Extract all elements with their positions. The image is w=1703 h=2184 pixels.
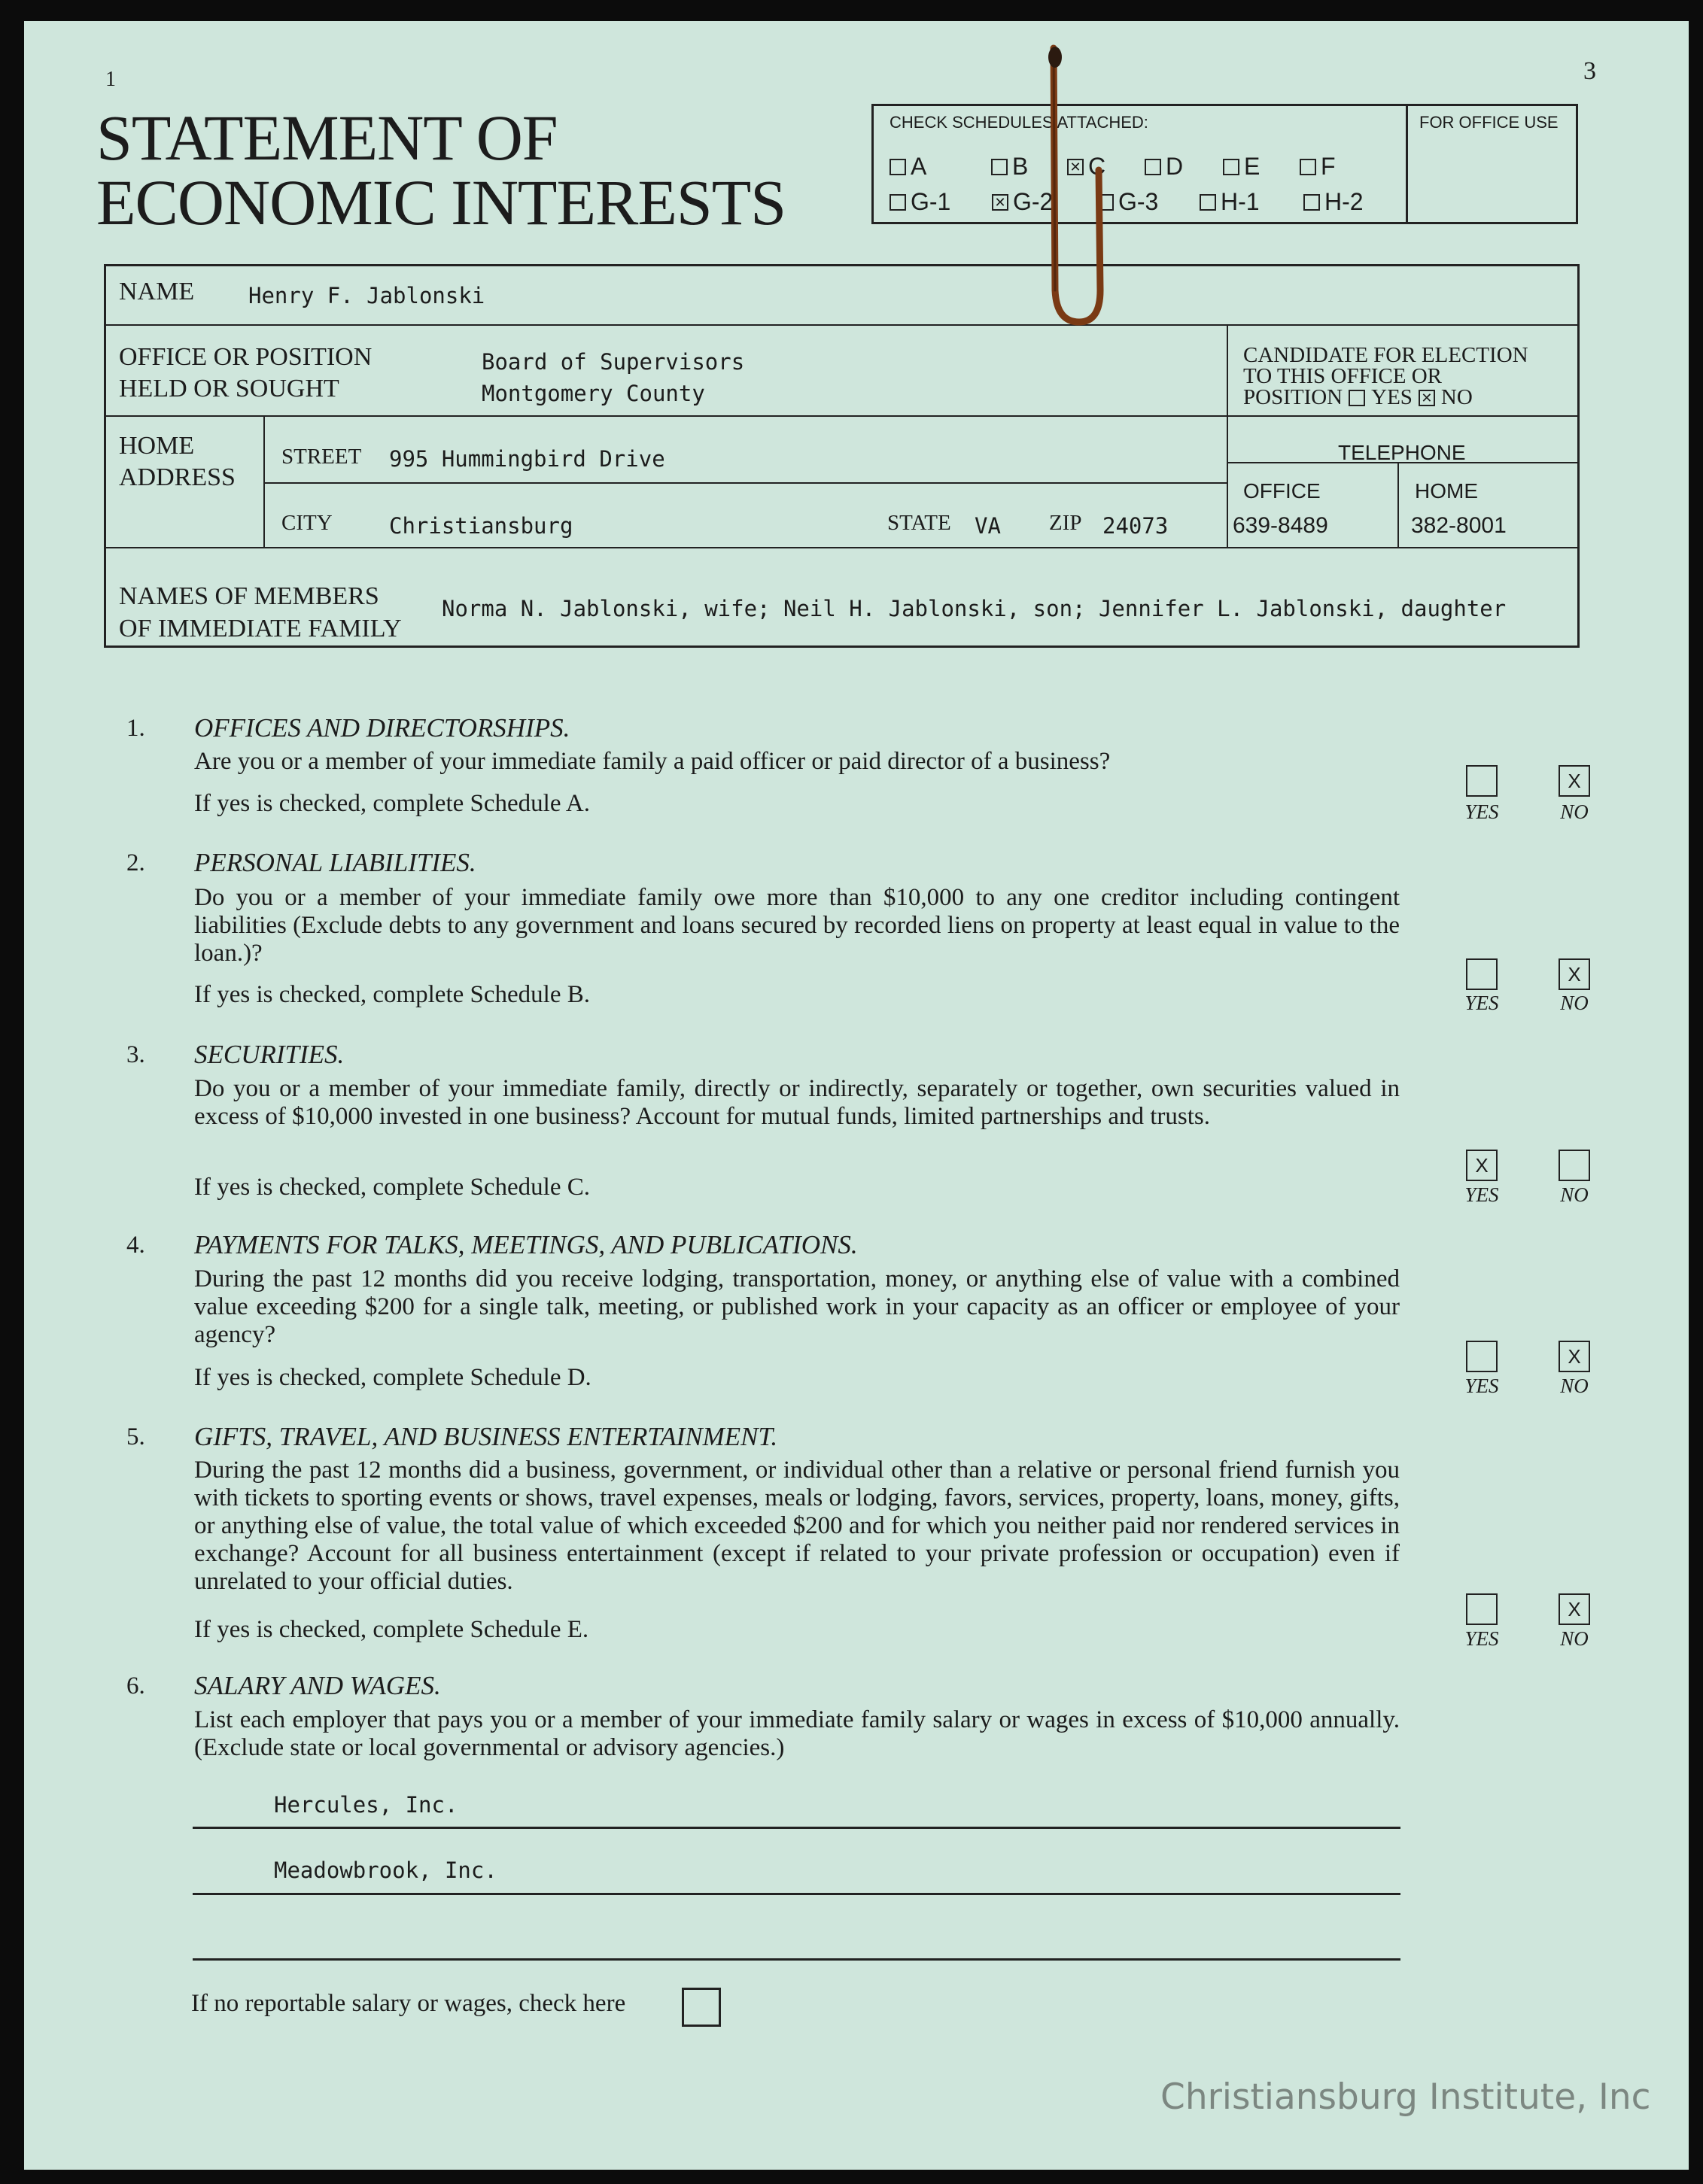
page-number: 3 <box>1583 57 1596 85</box>
candidate-label-line-1: CANDIDATE FOR ELECTION <box>1243 343 1528 367</box>
watermark-text: Christiansburg Institute, Inc <box>1160 2076 1651 2118</box>
candidate-no-label: NO <box>1440 385 1473 409</box>
schedule-h2-option[interactable] <box>1303 188 1364 216</box>
candidate-label-line-2: TO THIS OFFICE OR <box>1243 364 1443 388</box>
city-value[interactable]: Christiansburg <box>389 513 573 539</box>
form-title <box>96 102 786 238</box>
question-2-yes-label: YES <box>1464 992 1499 1014</box>
question-6-number: 6. <box>126 1672 145 1700</box>
schedules-title: CHECK SCHEDULES ATTACHED: <box>890 113 1148 132</box>
state-label: STATE <box>887 511 951 535</box>
no-salary-instruction: If no reportable salary or wages, check here <box>191 1990 626 2017</box>
question-6-heading: SALARY AND WAGES. <box>194 1671 441 1700</box>
employer-line-2 <box>193 1893 1400 1895</box>
schedule-a-option[interactable] <box>890 153 926 181</box>
candidate-yes-checkbox[interactable] <box>1349 390 1365 406</box>
zip-value[interactable]: 24073 <box>1102 513 1169 539</box>
family-label-line-2: OF IMMEDIATE FAMILY <box>119 615 402 642</box>
question-1-no-label: NO <box>1560 800 1589 823</box>
question-5-no-box[interactable]: X <box>1559 1593 1590 1625</box>
question-4-body: During the past 12 months did you receive lodging, transportation, money, or anything else of value with a combined value exceeding $200 for a single talk, meeting, or published work in your capacity as an officer or employee of your agency? <box>194 1265 1400 1348</box>
question-3-instruction: If yes is checked, complete Schedule C. <box>194 1174 590 1201</box>
question-2-number: 2. <box>126 849 145 876</box>
question-5-heading: GIFTS, TRAVEL, AND BUSINESS ENTERTAINMENT. <box>194 1422 778 1451</box>
city-label: CITY <box>281 511 333 535</box>
candidate-label-line-3: POSITION <box>1243 385 1343 409</box>
office-phone-label: OFFICE <box>1243 479 1321 503</box>
schedule-c-checkbox[interactable]: ✕ <box>1067 159 1084 175</box>
employer-line-1 <box>193 1827 1400 1829</box>
question-5-no-label: NO <box>1560 1627 1589 1650</box>
question-3-no-label: NO <box>1560 1183 1589 1206</box>
schedule-e-label: E <box>1244 153 1261 180</box>
home-phone-value[interactable]: 382-8001 <box>1411 513 1507 538</box>
schedule-a-label: A <box>911 153 927 180</box>
schedule-d-option[interactable] <box>1145 153 1183 181</box>
schedule-d-checkbox[interactable] <box>1145 159 1161 175</box>
schedule-f-label: F <box>1321 153 1336 180</box>
question-2-body: Do you or a member of your immediate family owe more than $10,000 to any one creditor including contingent liabilities (Exclude debts to any government and loans secured by recorded liens on property at least equal in value to the loan.)? <box>194 884 1400 967</box>
name-label: NAME <box>119 278 195 305</box>
schedules-divider <box>1406 104 1408 224</box>
schedule-g3-label: G-3 <box>1118 188 1159 215</box>
schedule-c-label: C <box>1088 153 1106 180</box>
question-2-no-label: NO <box>1560 992 1589 1014</box>
candidate-answer-row <box>1243 387 1473 409</box>
employer-entry-1[interactable]: Hercules, Inc. <box>274 1792 458 1818</box>
office-label-line-1: OFFICE OR POSITION <box>119 343 373 371</box>
question-4-instruction: If yes is checked, complete Schedule D. <box>194 1364 591 1391</box>
question-4-no-box[interactable]: X <box>1559 1341 1590 1372</box>
question-1-number: 1. <box>126 715 145 742</box>
schedule-f-checkbox[interactable] <box>1300 159 1316 175</box>
form-title-line-2: ECONOMIC INTERESTS <box>96 166 786 238</box>
question-3-yes-label: YES <box>1464 1183 1499 1206</box>
question-5-yes-box[interactable] <box>1466 1593 1498 1625</box>
question-2-heading: PERSONAL LIABILITIES. <box>194 848 476 877</box>
schedule-b-label: B <box>1012 153 1029 180</box>
question-3-number: 3. <box>126 1041 145 1068</box>
employer-line-3 <box>193 1958 1400 1961</box>
corner-mark: 1 <box>105 68 116 91</box>
office-value-line-2[interactable]: Montgomery County <box>482 381 705 406</box>
document-page <box>24 21 1689 2170</box>
question-1-yes-label: YES <box>1464 800 1499 823</box>
question-5-instruction: If yes is checked, complete Schedule E. <box>194 1616 589 1643</box>
question-3-body: Do you or a member of your immediate family, directly or indirectly, separately or together, own securities valued in excess of $10,000 invested in one business? Account for mutual funds, limited partnerships and trusts. <box>194 1075 1400 1130</box>
question-1-no-box[interactable]: X <box>1559 765 1590 797</box>
question-4-yes-label: YES <box>1464 1374 1499 1397</box>
schedule-g2-label: G-2 <box>1013 188 1054 215</box>
schedule-g1-label: G-1 <box>911 188 951 215</box>
question-4-number: 4. <box>126 1232 145 1259</box>
question-4-heading: PAYMENTS FOR TALKS, MEETINGS, AND PUBLICATIONS. <box>194 1230 858 1259</box>
office-use-label: FOR OFFICE USE <box>1419 113 1559 132</box>
office-label-line-2: HELD OR SOUGHT <box>119 375 339 402</box>
question-2-yes-box[interactable] <box>1466 958 1498 990</box>
schedule-g1-checkbox[interactable] <box>890 194 906 211</box>
question-3-yes-box[interactable]: X <box>1466 1150 1498 1181</box>
question-5-number: 5. <box>126 1423 145 1450</box>
question-1-instruction: If yes is checked, complete Schedule A. <box>194 790 590 817</box>
form-title-line-1: STATEMENT OF <box>96 102 558 174</box>
paper-clip-icon <box>995 42 1115 343</box>
zip-label: ZIP <box>1049 511 1082 535</box>
schedule-h2-label: H-2 <box>1324 188 1364 215</box>
family-label-line-1: NAMES OF MEMBERS <box>119 582 379 610</box>
question-1-yes-box[interactable] <box>1466 765 1498 797</box>
family-value[interactable]: Norma N. Jablonski, wife; Neil H. Jablonski, son; Jennifer L. Jablonski, daughter <box>442 596 1507 621</box>
schedule-a-checkbox[interactable] <box>890 159 906 175</box>
question-4-no-label: NO <box>1560 1374 1589 1397</box>
question-3-no-box[interactable] <box>1559 1150 1590 1181</box>
no-salary-checkbox[interactable] <box>682 1988 721 2027</box>
home-address-label-line-1: HOME <box>119 432 195 460</box>
office-value-line-1[interactable]: Board of Supervisors <box>482 349 745 375</box>
candidate-no-checkbox[interactable]: ✕ <box>1419 390 1435 406</box>
schedule-f-option[interactable] <box>1300 153 1336 181</box>
street-label: STREET <box>281 445 362 469</box>
state-value[interactable]: VA <box>975 513 1001 539</box>
name-value[interactable]: Henry F. Jablonski <box>248 283 485 308</box>
schedule-h1-option[interactable] <box>1200 188 1260 216</box>
schedule-g2-checkbox[interactable]: ✕ <box>992 194 1008 211</box>
street-value[interactable]: 995 Hummingbird Drive <box>389 446 665 472</box>
question-5-yes-label: YES <box>1464 1627 1499 1650</box>
employer-entry-2[interactable]: Meadowbrook, Inc. <box>274 1857 497 1883</box>
telephone-label: TELEPHONE <box>1338 441 1466 464</box>
question-5-body: During the past 12 months did a business, government, or individual other than a relative or personal friend furnish you with tickets to sporting events or shows, travel expenses, meals or lodging, favors, services, property, loans, money, gifts, or anything else of value, the total value of which exceeded $200 and for which you neither paid nor rendered services in exchange? Account for all business entertainment (except if related to your private profession or occupation) even if unrelated to your official duties. <box>194 1457 1400 1595</box>
question-3-heading: SECURITIES. <box>194 1040 345 1069</box>
question-6-body: List each employer that pays you or a member of your immediate family salary or wages in excess of $10,000 annually. (Exclude state or local governmental or advisory agencies.) <box>194 1706 1400 1761</box>
schedule-h1-checkbox[interactable] <box>1200 194 1216 211</box>
question-2-no-box[interactable]: X <box>1559 958 1590 990</box>
question-1-body: Are you or a member of your immediate family a paid officer or paid director of a business? <box>194 748 1111 775</box>
home-address-label-line-2: ADDRESS <box>119 463 236 491</box>
schedule-d-label: D <box>1166 153 1184 180</box>
question-2-instruction: If yes is checked, complete Schedule B. <box>194 981 590 1008</box>
question-1-heading: OFFICES AND DIRECTORSHIPS. <box>194 713 570 743</box>
schedule-e-checkbox[interactable] <box>1223 159 1239 175</box>
schedule-h1-label: H-1 <box>1221 188 1260 215</box>
candidate-yes-label: YES <box>1371 385 1413 409</box>
home-phone-label: HOME <box>1415 479 1478 503</box>
schedule-e-option[interactable] <box>1223 153 1260 181</box>
schedule-g1-option[interactable] <box>890 188 950 216</box>
question-4-yes-box[interactable] <box>1466 1341 1498 1372</box>
schedule-h2-checkbox[interactable] <box>1303 194 1320 211</box>
office-phone-value[interactable]: 639-8489 <box>1233 513 1328 538</box>
